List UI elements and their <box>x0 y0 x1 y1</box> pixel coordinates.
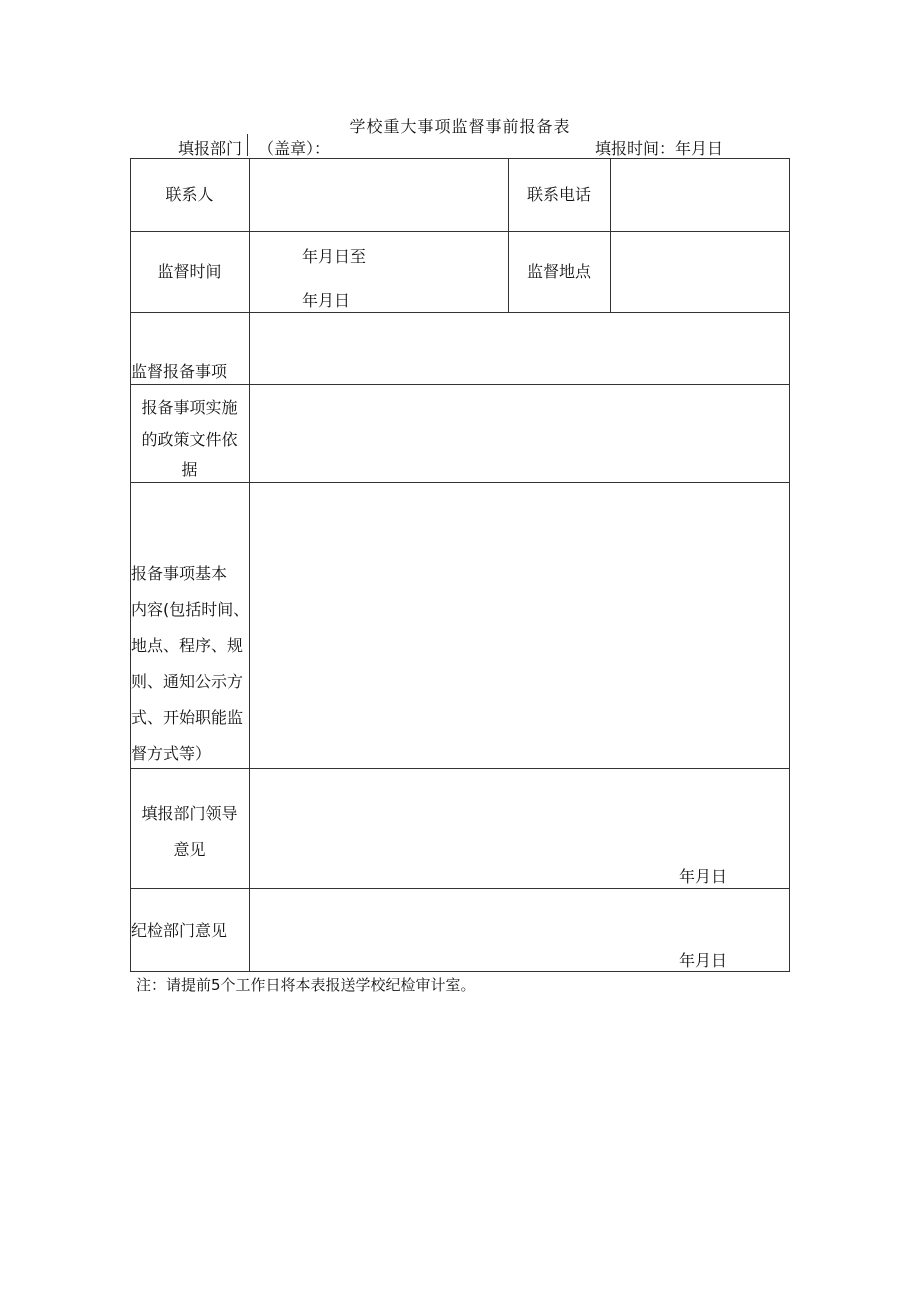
basic-content-line: 报备事项基本 <box>131 564 228 583</box>
form-title: 学校重大事项监督事前报备表 <box>349 117 571 136</box>
row-divider <box>130 231 790 232</box>
discipline-opinion-label: 纪检部门意见 <box>131 921 228 940</box>
discipline-date: 年月日 <box>679 951 728 970</box>
basic-content-line: 地点、程序、规 <box>131 636 244 655</box>
basic-content-line: 内容(包括时间、 <box>131 600 250 619</box>
basic-content-line: 式、开始职能监 <box>131 708 244 727</box>
seal-label: （盖章）： <box>258 139 331 158</box>
basic-content-line: 则、通知公示方 <box>131 672 244 691</box>
contact-phone-label: 联系电话 <box>526 185 591 204</box>
contact-label: 联系人 <box>165 185 214 204</box>
row-divider <box>130 768 790 769</box>
column-divider <box>610 158 611 312</box>
table-border-right <box>789 158 790 972</box>
dept-leader-date: 年月日 <box>679 867 728 886</box>
report-form-table <box>130 158 790 972</box>
department-label: 填报部门 <box>178 139 243 158</box>
fill-time-label: 填报时间：年月日 <box>595 139 724 158</box>
supervision-place-label: 监督地点 <box>526 262 591 281</box>
reported-items-label: 监督报备事项 <box>131 362 228 381</box>
row-divider <box>130 384 790 385</box>
supervision-time-label: 监督时间 <box>157 262 222 281</box>
label-column-divider <box>249 158 250 972</box>
row-divider <box>130 312 790 313</box>
dept-leader-opinion-line: 意见 <box>173 840 206 859</box>
dept-leader-opinion-line: 填报部门领导 <box>141 804 238 823</box>
policy-basis-line: 据 <box>181 460 198 479</box>
supervision-time-to: 年月日 <box>302 291 351 310</box>
header-divider <box>247 134 248 156</box>
basic-content-line: 督方式等） <box>131 744 212 763</box>
supervision-time-from: 年月日至 <box>302 247 367 266</box>
policy-basis-line: 报备事项实施 <box>141 398 238 417</box>
footnote: 注：请提前5个工作日将本表报送学校纪检审计室。 <box>136 976 476 994</box>
policy-basis-line: 的政策文件依 <box>141 430 238 449</box>
table-border-top <box>130 158 790 159</box>
